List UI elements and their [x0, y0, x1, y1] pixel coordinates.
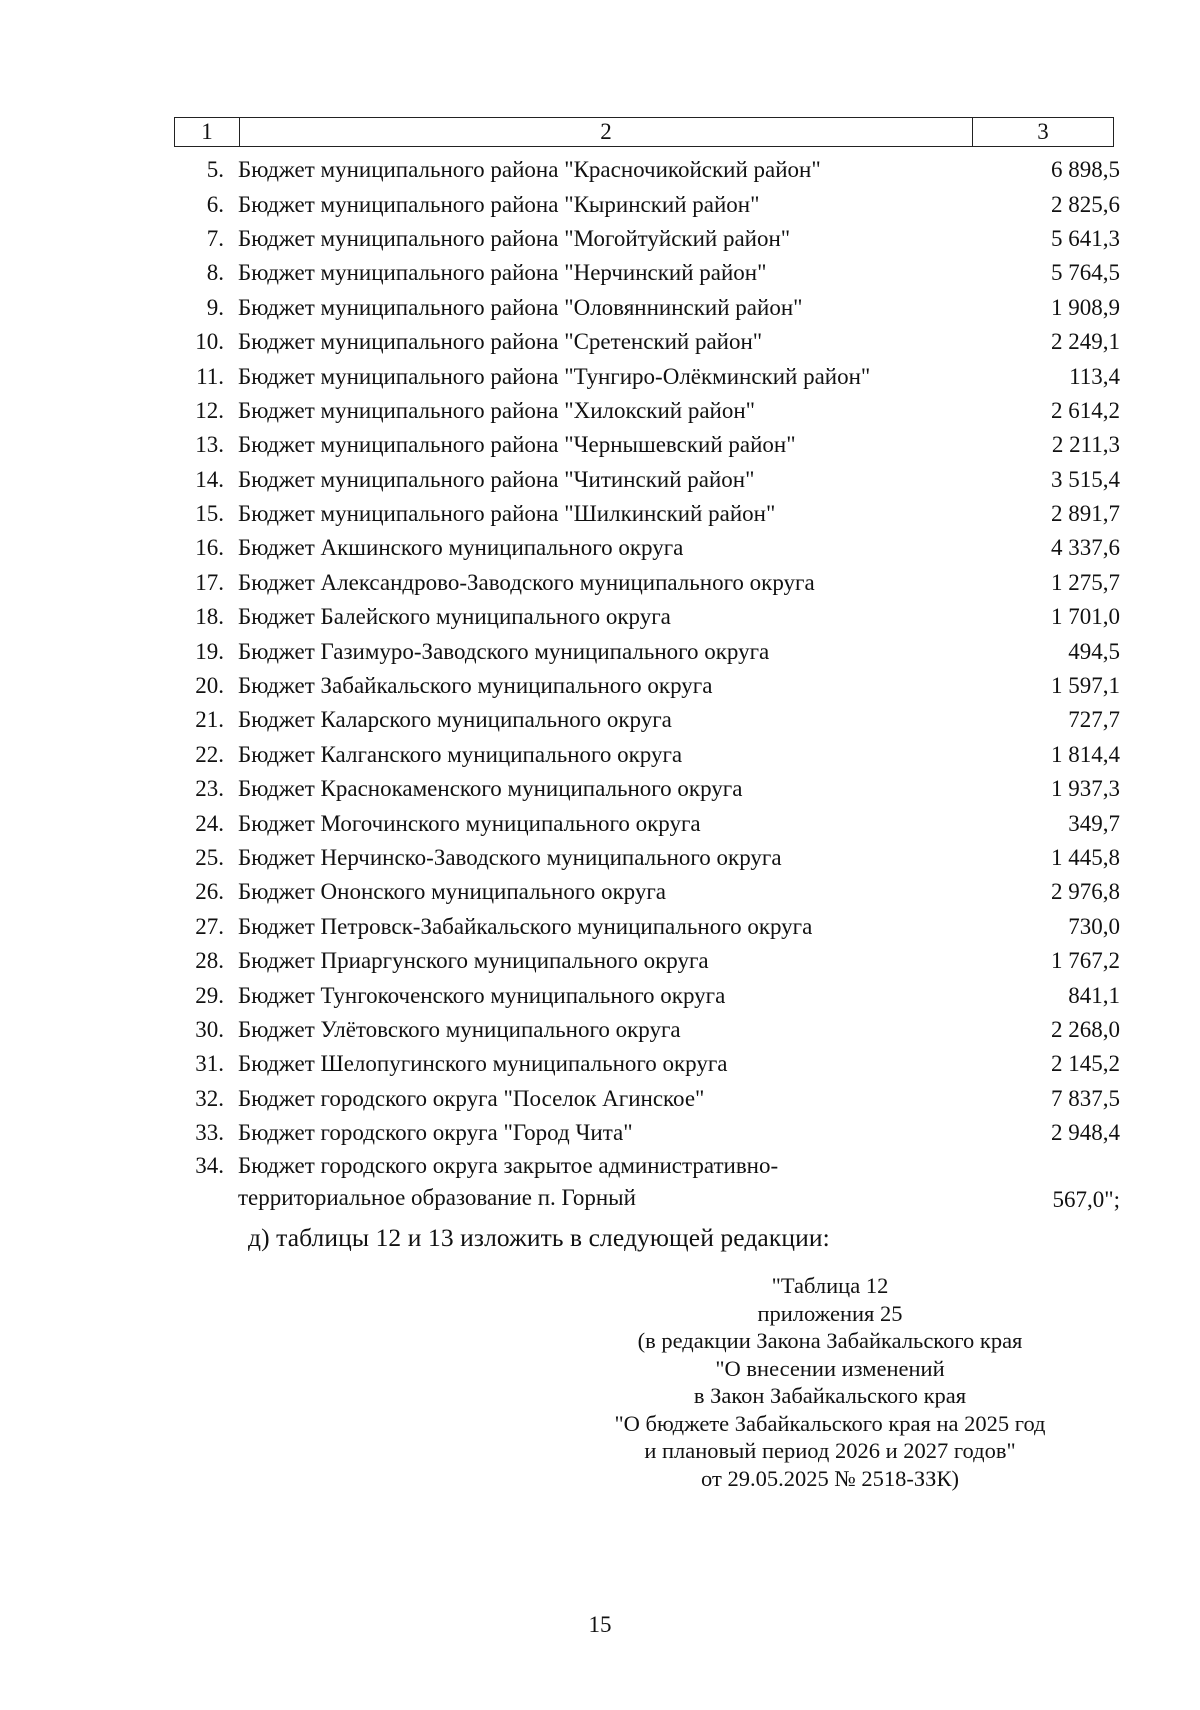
caption-line: (в редакции Закона Забайкальского края [637, 1328, 1023, 1353]
table-row [174, 1047, 1134, 1081]
table-row [174, 566, 1134, 600]
row-number: 17. [195, 569, 224, 595]
row-name: Бюджет муниципального района "Сретенский район" [238, 329, 763, 355]
row-value: 2 249,1 [1051, 329, 1120, 355]
row-value: 727,7 [1068, 707, 1120, 733]
row-value: 4 337,6 [1051, 535, 1120, 561]
row-name: Бюджет муниципального района "Чернышевский район" [238, 432, 796, 458]
row-name: Бюджет городского округа "Поселок Агинское" [238, 1085, 705, 1111]
row-name: Бюджет Тунгокоченского муниципального округа [238, 982, 726, 1008]
table-row [174, 806, 1134, 840]
row-name: Бюджет Нерчинско-Заводского муниципального округа [238, 845, 782, 870]
row-number: 24. [195, 810, 224, 836]
row-name: Бюджет городского округа "Город Чита" [238, 1120, 633, 1146]
row-number: 22. [195, 741, 224, 767]
row-value: 5 641,3 [1051, 225, 1120, 251]
row-name: Бюджет Калганского муниципального округа [238, 741, 683, 767]
caption-line: от 29.05.2025 № 2518-ЗЗК) [701, 1465, 959, 1491]
row-name: Бюджет муниципального района "Читинский район" [238, 466, 755, 492]
row-number: 20. [195, 673, 224, 699]
row-name-line-1: Бюджет городского округа закрытое административно- [238, 1153, 779, 1179]
row-value: 1 814,4 [1051, 741, 1120, 767]
row-value: 1 908,9 [1051, 294, 1120, 320]
row-number: 28. [195, 948, 224, 974]
table-row [174, 600, 1134, 634]
table-row [174, 738, 1134, 772]
row-number: 32. [195, 1085, 224, 1111]
row-value: 841,1 [1068, 982, 1120, 1008]
table-row [174, 1082, 1134, 1116]
row-value: 1 767,2 [1051, 948, 1120, 974]
row-number: 11. [196, 363, 224, 389]
row-name: Бюджет муниципального района "Красночикойский район" [238, 157, 821, 183]
row-number: 5. [206, 157, 224, 183]
table-row [174, 841, 1134, 875]
row-value: 1 597,1 [1051, 673, 1120, 699]
table-row [174, 531, 1134, 565]
table-row [174, 1150, 1134, 1216]
row-name: Бюджет муниципального района "Хилокский район" [238, 397, 756, 423]
row-number: 30. [195, 1016, 224, 1042]
table-row [174, 394, 1134, 428]
table-row [174, 187, 1134, 221]
row-name: Бюджет Ононского муниципального округа [238, 879, 666, 905]
row-number: 18. [195, 604, 224, 630]
row-value: 2 614,2 [1051, 397, 1120, 423]
row-number: 25. [195, 845, 224, 870]
row-number: 19. [195, 638, 224, 664]
caption-line: "Таблица 12 [771, 1273, 889, 1298]
row-name: Бюджет Александрово-Заводского муниципального округа [238, 569, 815, 595]
row-name: Бюджет муниципального района "Кыринский район" [238, 191, 760, 217]
table-row [174, 944, 1134, 978]
header-col-1: 1 [175, 118, 240, 146]
row-value: 5 764,5 [1051, 260, 1120, 286]
row-value: 1 275,7 [1051, 569, 1120, 595]
row-value: 2 891,7 [1051, 501, 1120, 527]
row-value: 2 268,0 [1051, 1016, 1120, 1042]
caption-line: в Закон Забайкальского края [693, 1383, 967, 1408]
table-row [174, 497, 1134, 531]
row-value: 1 445,8 [1051, 845, 1120, 870]
row-value: 2 976,8 [1051, 879, 1120, 905]
row-number: 31. [195, 1051, 224, 1077]
row-number: 21. [195, 707, 224, 733]
table-row [174, 669, 1134, 703]
row-name: Бюджет Газимуро-Заводского муниципального округа [238, 638, 770, 664]
caption-line: приложения 25 [757, 1300, 903, 1326]
table-row [174, 875, 1134, 909]
table-row [174, 359, 1134, 393]
table-row [174, 463, 1134, 497]
row-value: 2 145,2 [1051, 1051, 1120, 1077]
row-value: 567,0"; [1052, 1187, 1120, 1213]
row-number: 23. [195, 776, 224, 802]
row-value: 2 948,4 [1051, 1120, 1120, 1146]
row-value: 349,7 [1068, 810, 1120, 836]
table-row [174, 634, 1134, 668]
row-name: Бюджет муниципального района "Могойтуйский район" [238, 225, 791, 251]
table-row [174, 256, 1134, 290]
table-header-row [174, 117, 1114, 147]
row-number: 34. [195, 1153, 224, 1179]
table-row [174, 1013, 1134, 1047]
table-body [174, 153, 1134, 1216]
row-value: 1 937,3 [1051, 776, 1120, 802]
row-value: 494,5 [1068, 638, 1120, 664]
table-caption [570, 1272, 1090, 1492]
row-name: Бюджет Шелопугинского муниципального округа [238, 1051, 728, 1077]
row-name: Бюджет муниципального района "Шилкинский район" [238, 501, 776, 527]
table-row [174, 428, 1134, 462]
table-row [174, 910, 1134, 944]
row-value: 2 825,6 [1051, 191, 1120, 217]
table-row [174, 325, 1134, 359]
row-number: 16. [195, 535, 224, 561]
row-value: 2 211,3 [1051, 432, 1120, 458]
row-number: 12. [195, 397, 224, 423]
row-value: 6 898,5 [1051, 157, 1120, 183]
table-row [174, 1116, 1134, 1150]
row-number: 8. [206, 260, 224, 286]
row-name: Бюджет Краснокаменского муниципального округа [238, 776, 743, 802]
row-number: 29. [195, 982, 224, 1008]
row-number: 7. [206, 225, 224, 251]
row-name: Бюджет муниципального района "Тунгиро-Олёкминский район" [238, 363, 871, 389]
row-value: 113,4 [1069, 363, 1120, 389]
row-value: 3 515,4 [1051, 466, 1120, 492]
amendment-instruction: д) таблицы 12 и 13 изложить в следующей редакции: [248, 1223, 830, 1252]
row-name: Бюджет Могочинского муниципального округа [238, 810, 701, 836]
row-name: Бюджет Улётовского муниципального округа [238, 1016, 681, 1042]
row-name: Бюджет Забайкальского муниципального округа [238, 673, 713, 699]
table-row [174, 291, 1134, 325]
row-name: Бюджет Каларского муниципального округа [238, 707, 672, 733]
row-number: 15. [195, 501, 224, 527]
row-number: 6. [206, 191, 224, 217]
row-name-line-2: территориальное образование п. Горный [238, 1185, 636, 1211]
row-value: 1 701,0 [1051, 604, 1120, 630]
row-name: Бюджет Приаргунского муниципального округа [238, 948, 709, 974]
table-row [174, 978, 1134, 1012]
table-row [174, 703, 1134, 737]
table-row [174, 153, 1134, 187]
table-row [174, 772, 1134, 806]
table-row [174, 222, 1134, 256]
row-number: 26. [195, 879, 224, 905]
row-name [238, 1150, 984, 1214]
row-name: Бюджет муниципального района "Нерчинский район" [238, 260, 767, 286]
page-number: 15 [588, 1612, 612, 1637]
row-name: Бюджет Балейского муниципального округа [238, 604, 671, 630]
caption-line: "О внесении изменений [715, 1355, 945, 1381]
row-name: Бюджет муниципального района "Оловяннинский район" [238, 294, 803, 320]
row-number: 27. [195, 913, 224, 939]
header-col-2: 2 [240, 118, 973, 146]
row-name: Бюджет Петровск-Забайкальского муниципального округа [238, 913, 813, 939]
row-number: 10. [195, 329, 224, 355]
row-number: 14. [195, 466, 224, 492]
header-col-3: 3 [1037, 119, 1049, 144]
caption-line: "О бюджете Забайкальского края на 2025 год [614, 1410, 1046, 1436]
row-value: 7 837,5 [1051, 1085, 1120, 1111]
row-name: Бюджет Акшинского муниципального округа [238, 535, 684, 561]
row-number: 33. [195, 1120, 224, 1146]
row-number: 9. [206, 294, 224, 320]
caption-line: и плановый период 2026 и 2027 годов" [644, 1438, 1016, 1463]
row-number: 13. [195, 432, 224, 458]
row-value: 730,0 [1068, 913, 1120, 939]
